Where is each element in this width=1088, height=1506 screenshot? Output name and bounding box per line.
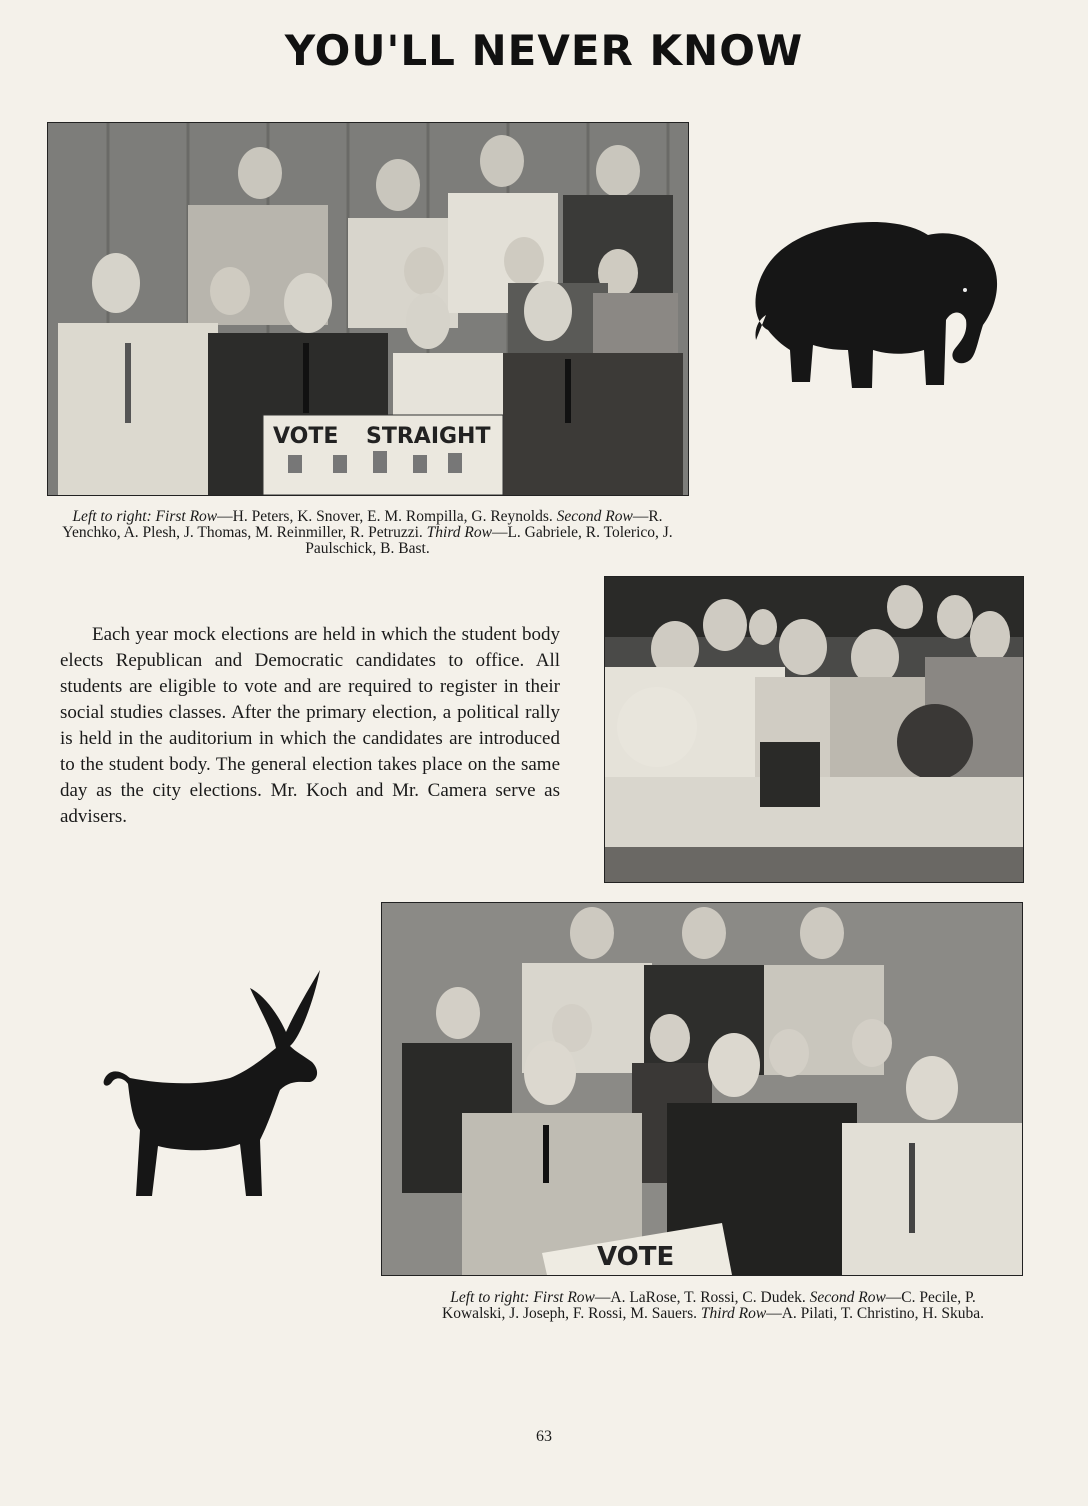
caption-top-row1-label: First Row xyxy=(155,508,218,525)
caption-bottom-row2-label: Second Row xyxy=(809,1289,886,1306)
sign-vote-bottom-text: VOTE xyxy=(597,1242,675,1272)
caption-top-row3: —L. Gabriele, R. Tolerico, J. Paulschick, B. Bast. xyxy=(305,524,673,557)
caption-top-lead: Left to right: xyxy=(72,508,152,525)
caption-top-row2: —R. Yenchko, A. Plesh, J. Thomas, M. Reinmiller, R. Petruzzi. xyxy=(62,508,663,541)
group-photo-bottom xyxy=(381,902,1023,1276)
elephant-icon xyxy=(748,210,1008,400)
caption-top-row3-label: Third Row xyxy=(426,524,492,541)
caption-top-row2-label: Second Row xyxy=(556,508,633,525)
article-body: Each year mock elections are held in which the student body elects Republican and Democratic candidates to office. All students are eligible to vote and are required to register in their social studies classes. After the primary election, a political rally is held in the auditorium in which the candidates are introduced to the student body. The general election takes place on the same day as the city elections. Mr. Koch and Mr. Camera serve as advisers. xyxy=(60,624,560,827)
caption-bottom-row1-label: First Row xyxy=(533,1289,595,1306)
caption-top-row1: —H. Peters, K. Snover, E. M. Rompilla, G. Reynolds. xyxy=(217,508,553,525)
sign-vote-text: VOTE xyxy=(273,424,339,449)
caption-bottom-row2: —C. Pecile, P. Kowalski, J. Joseph, F. Rossi, M. Sauers. xyxy=(442,1289,976,1322)
caption-bottom-row3-label: Third Row xyxy=(700,1305,767,1322)
sign-straight-text: STRAIGHT xyxy=(366,424,491,449)
registration-photo xyxy=(604,576,1024,883)
page-title: YOU'LL NEVER KNOW xyxy=(284,26,804,75)
caption-bottom-row1: —A. LaRose, T. Rossi, C. Dudek. xyxy=(594,1289,806,1306)
caption-top xyxy=(55,509,680,557)
page-number: 63 xyxy=(536,1428,552,1445)
donkey-icon xyxy=(100,960,330,1210)
caption-bottom xyxy=(432,1290,994,1322)
caption-bottom-lead: Left to right: xyxy=(450,1289,530,1306)
caption-bottom-row3: —A. Pilati, T. Christino, H. Skuba. xyxy=(766,1305,984,1322)
group-photo-top xyxy=(47,122,689,496)
